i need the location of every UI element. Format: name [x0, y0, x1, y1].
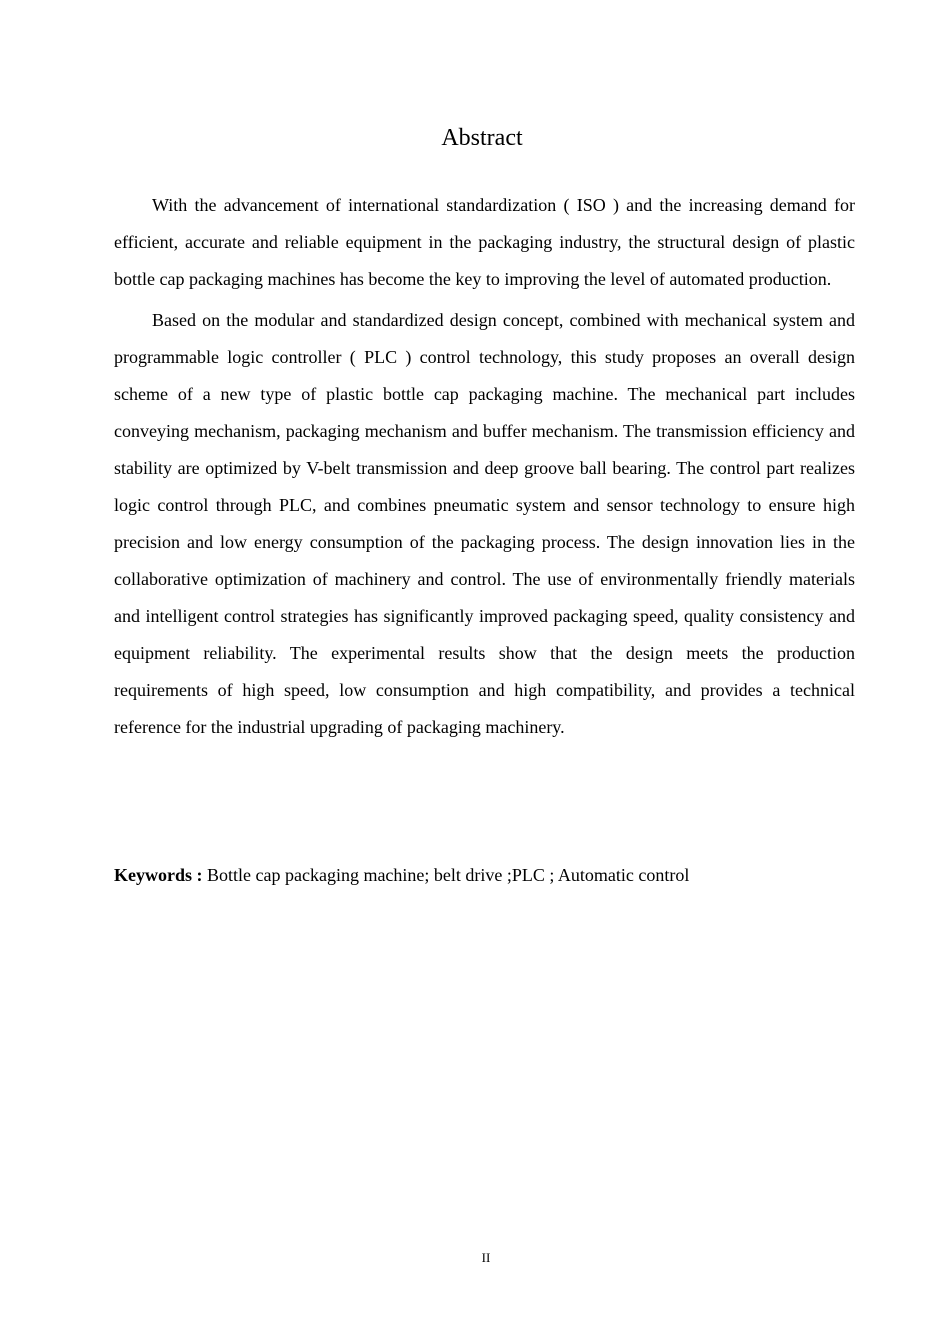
abstract-paragraph-2: Based on the modular and standardized design concept, combined with mechanical system and programmable logic controller ( PLC ) control technology, this study proposes an overall design scheme of a new type of plastic bottle cap packaging machine. The mechanical part includes conveying mechanism, packaging mechanism and buffer mechanism. The transmission efficiency and stability are optimized by V-belt transmission and deep groove ball bearing. The control part realizes logic control through PLC, and combines pneumatic system and sensor technology to ensure high precision and low energy consumption of the packaging process. The design innovation lies in the collaborative optimization of machinery and control. The use of environmentally friendly materials and intelligent control strategies has significantly improved packaging speed, quality consistency and equipment reliability. The experimental results show that the design meets the production requirements of high speed, low consumption and high compatibility, and provides a technical reference for the industrial upgrading of packaging machinery. — [114, 310, 855, 737]
abstract-paragraph-1: With the advancement of international standardization ( ISO ) and the increasing demand for efficient, accurate and reliable equipment in the packaging industry, the structural design of plastic bottle cap packaging machines has become the key to improving the level of automated production. — [114, 195, 855, 289]
keywords-value: Bottle cap packaging machine; belt drive ;PLC ; Automatic control — [207, 865, 690, 885]
keywords-line — [114, 859, 855, 891]
page-number: II — [481, 1250, 491, 1265]
abstract-title: Abstract — [441, 125, 523, 151]
keywords-label: Keywords : — [114, 865, 203, 885]
abstract-body — [114, 187, 855, 746]
